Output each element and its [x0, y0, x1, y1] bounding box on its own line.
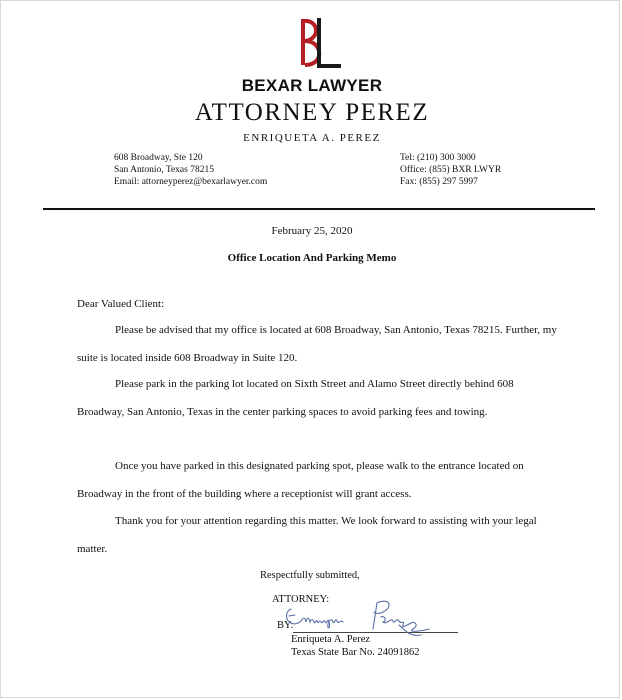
letterhead-attorney-name: ENRIQUETA A. PEREZ [243, 132, 381, 144]
address-line-1: 608 Broadway, Ste 120 [114, 153, 203, 163]
brand-name: BEXAR LAWYER [241, 76, 383, 95]
contact-address-block [114, 152, 267, 188]
paragraph-office-location: Please be advised that my office is located at 608 Broadway, San Antonio, Texas 78215. Further, my suite is located inside 608 Broadway in Suite 120. [77, 324, 557, 364]
paragraph-closing-thanks: Thank you for your attention regarding this matter. We look forward to assisting with your legal matter. [77, 515, 537, 555]
paragraph-parking: Please park in the parking lot located on Sixth Street and Alamo Street directly behind 608 Broadway, San Antonio, Texas in the center parking spaces to avoid parking fees and towing. [77, 378, 514, 418]
signer-name: Enriqueta A. Perez [291, 634, 371, 645]
letterhead-title: ATTORNEY PEREZ [194, 99, 430, 126]
memo-title: Office Location And Parking Memo [227, 252, 397, 264]
signer-bar-number: Texas State Bar No. 24091862 [291, 647, 420, 658]
closing-line: Respectfully submitted, [260, 570, 360, 581]
salutation: Dear Valued Client: [77, 298, 165, 310]
office-line: Office: (855) BXR LWYR [400, 165, 502, 175]
letterhead-divider [43, 208, 595, 210]
contact-phone-block [400, 152, 501, 188]
fax-line: Fax: (855) 297 5997 [400, 177, 478, 187]
by-label: BY: [277, 620, 294, 631]
paragraph-entrance: Once you have parked in this designated parking spot, please walk to the entrance located on Broadway in the front of the building where a receptionist will grant access. [77, 460, 524, 500]
address-line-2: San Antonio, Texas 78215 [114, 165, 214, 175]
memo-date: February 25, 2020 [271, 225, 353, 237]
bexar-lawyer-logo [289, 15, 347, 71]
email-line: Email: attorneyperez@bexarlawyer.com [114, 177, 268, 187]
tel-line: Tel: (210) 300 3000 [400, 153, 476, 163]
attorney-label: ATTORNEY: [272, 594, 330, 605]
